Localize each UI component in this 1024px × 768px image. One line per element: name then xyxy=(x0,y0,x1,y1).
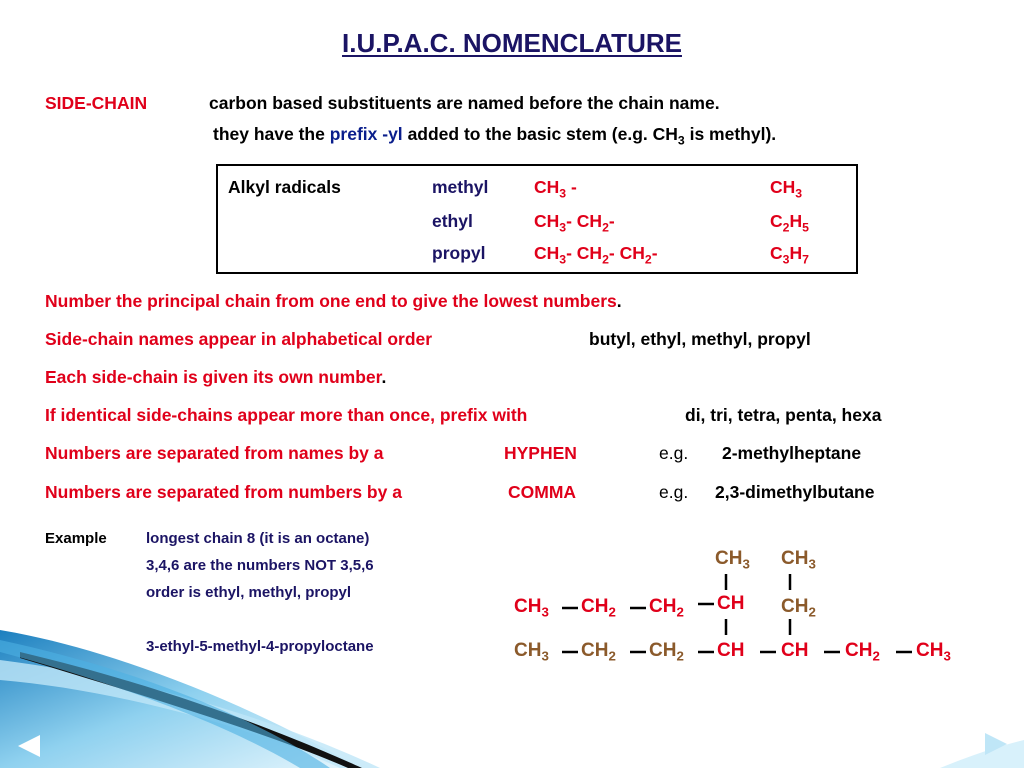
row2-ch2-b: $CH_2$ xyxy=(649,596,684,620)
alkyl-name-ethyl: ethyl xyxy=(432,211,473,231)
alkyl-formula-methyl: $CH_3$ - xyxy=(534,177,577,201)
example-line-3: order is ethyl, methyl, propyl xyxy=(146,584,352,601)
example-iupac-name: 3-ethyl-5-methyl-4-propyloctane xyxy=(146,638,374,655)
rule-hyphen: Numbers are separated from names by a xyxy=(45,443,384,463)
next-slide-icon[interactable] xyxy=(983,731,1009,757)
prev-slide-icon[interactable] xyxy=(16,733,42,759)
chain-ch-5: CH xyxy=(781,640,809,661)
line2-pre: they have the xyxy=(213,124,325,144)
alkyl-formula-ethyl: $CH_3-$ $CH_2-$ xyxy=(534,211,615,235)
alkyl-molecular-ethyl: $C_2H_5$ xyxy=(770,211,809,235)
rule-identical-prefix: If identical side-chains appear more than once, prefix with xyxy=(45,405,528,425)
sub-ch3-top-2: $CH_3$ xyxy=(781,548,816,572)
rule-hyphen-example: 2-methylheptane xyxy=(722,443,862,463)
line2-mid: added to the basic stem (e.g. CH xyxy=(407,124,678,144)
alkyl-name-methyl: methyl xyxy=(432,177,489,197)
rule-alphabetical-example: butyl, ethyl, methyl, propyl xyxy=(589,329,811,349)
alkyl-header: Alkyl radicals xyxy=(228,177,341,197)
row2-ch2-branch: $CH_2$ xyxy=(781,596,816,620)
rule-identical-prefix-list: di, tri, tetra, penta, hexa xyxy=(685,405,882,425)
chain-ch-4: CH xyxy=(717,640,745,661)
side-chain-line1: carbon based substituents are named before the chain name. xyxy=(209,93,720,113)
chain-ch2-6: $CH_2$ xyxy=(845,640,880,664)
example-label: Example xyxy=(45,530,107,547)
sub-ch3-top-1: $CH_3$ xyxy=(715,548,750,572)
rule-comma: Numbers are separated from numbers by a xyxy=(45,482,402,502)
rule-comma-example: 2,3-dimethylbutane xyxy=(715,482,875,502)
chain-ch2-1: $CH_2$ xyxy=(581,640,616,664)
rule-comma-eg: e.g. xyxy=(659,482,689,502)
page-title: I.U.P.A.C. NOMENCLATURE xyxy=(342,28,682,58)
alkyl-molecular-propyl: $C_3H_7$ xyxy=(770,243,809,267)
side-chain-label: SIDE-CHAIN xyxy=(45,93,148,113)
example-line-2: 3,4,6 are the numbers NOT 3,5,6 xyxy=(146,557,374,574)
chain-ch3-start: $CH_3$ xyxy=(514,640,549,664)
chain-ch3-end: $CH_3$ xyxy=(916,640,951,664)
rule-own-number: Each side-chain is given its own number. xyxy=(45,367,387,387)
rule-alphabetical: Side-chain names appear in alphabetical order xyxy=(45,329,433,349)
line2-post: is methyl). xyxy=(689,124,777,144)
rule-hyphen-keyword: HYPHEN xyxy=(504,443,577,463)
chain-ch2-2: $CH_2$ xyxy=(649,640,684,664)
row2-ch: CH xyxy=(717,593,745,614)
alkyl-molecular-methyl: $CH_3$ xyxy=(770,177,803,201)
row2-ch2-a: $CH_2$ xyxy=(581,596,616,620)
rule-lowest-numbers: Number the principal chain from one end to give the lowest numbers. xyxy=(45,291,622,311)
alkyl-formula-propyl: $CH_3-$ $CH_2-$ $CH_2-$ xyxy=(534,243,658,267)
rule-comma-keyword: COMMA xyxy=(508,482,577,502)
alkyl-name-propyl: propyl xyxy=(432,243,486,263)
line2-prefix: prefix -yl xyxy=(329,124,403,144)
line2-sub: 3 xyxy=(677,133,685,148)
decorative-swoosh xyxy=(0,630,1024,768)
rule-hyphen-eg: e.g. xyxy=(659,443,689,463)
example-line-1: longest chain 8 (it is an octane) xyxy=(146,530,370,547)
row2-ch3: $CH_3$ xyxy=(514,596,549,620)
